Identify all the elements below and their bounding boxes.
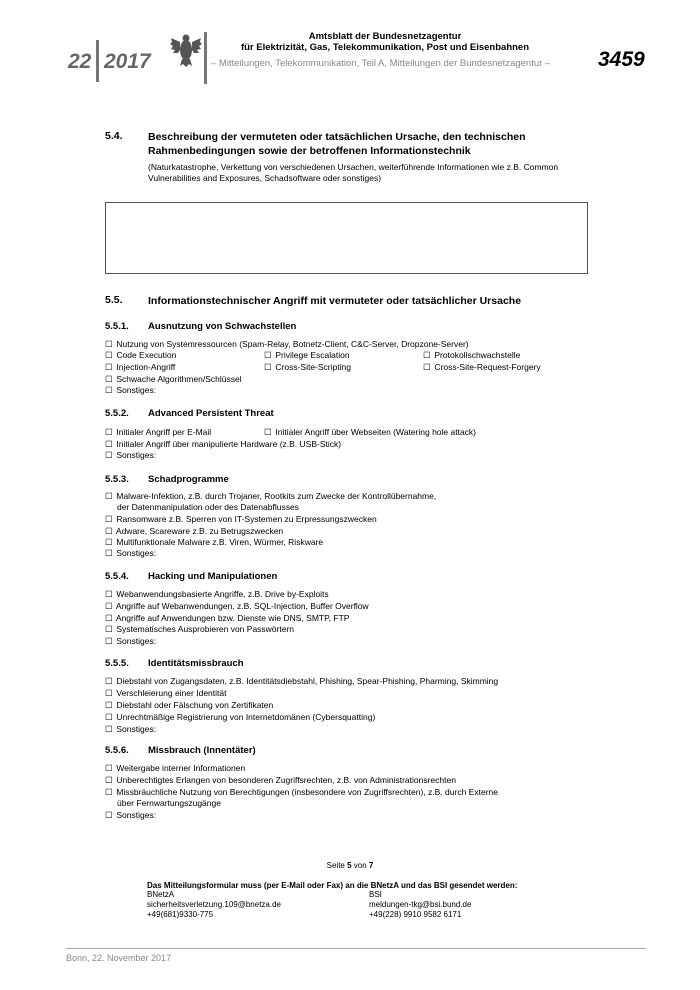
section-5-4-title: Beschreibung der vermuteten oder tatsächlichen Ursache, den technischen Rahmenbedingungen sowie der betroffenen Informationstechnik <box>148 131 526 157</box>
header-divider <box>96 40 99 82</box>
option-label: Weitergabe interner Informationen <box>116 763 246 773</box>
option-ransomware[interactable] <box>105 514 377 525</box>
option-label: Code Execution <box>116 350 177 360</box>
option-watering-hole[interactable] <box>264 427 476 438</box>
option-privilege-escalation[interactable] <box>264 350 350 361</box>
page-indicator <box>0 861 700 871</box>
option-label: Sonstiges: <box>116 636 157 646</box>
option-label: Missbräuchliche Nutzung von Berechtigungen (insbesondere von Zugriffsrechten), z.B. durch Externe <box>116 787 498 797</box>
checkbox-icon: ☐ <box>105 339 113 349</box>
option-label: Angriffe auf Webanwendungen, z.B. SQL-Injection, Buffer Overflow <box>115 601 369 611</box>
section-5-5-5-number: 5.5.5. <box>105 658 129 669</box>
option-label: Nutzung von Systemressourcen (Spam-Relay, Botnetz-Client, C&C-Server, Dropzone-Server) <box>116 339 469 349</box>
option-label: Ransomware z.B. Sperren von IT-Systemen zu Erpressungszwecken <box>116 514 377 524</box>
bsi-name: BSI <box>369 890 382 899</box>
checkbox-icon: ☐ <box>105 548 113 558</box>
section-5-5-5-title: Identitätsmissbrauch <box>148 658 244 669</box>
checkbox-icon: ☐ <box>423 350 431 360</box>
checkbox-icon: ☐ <box>264 427 272 437</box>
option-adware[interactable] <box>105 526 283 537</box>
bsi-fax: +49(228) 9910 9582 6171 <box>369 910 462 919</box>
option-label: Verschleierung einer Identität <box>116 688 227 698</box>
checkbox-icon: ☐ <box>105 724 113 734</box>
option-label: Sonstiges: <box>116 810 157 820</box>
option-label: Diebstahl oder Fälschung von Zertifikaten <box>116 700 274 710</box>
bnetza-name: BNetzA <box>147 890 175 899</box>
option-label-continued: der Datenmanipulation oder des Datenabflusses <box>117 502 299 512</box>
checkbox-icon: ☐ <box>105 775 113 785</box>
option-other-5-5-5[interactable] <box>105 724 156 735</box>
checkbox-icon: ☐ <box>105 601 113 611</box>
section-5-4-note: (Naturkatastrophe, Verkettung von verschiedenen Ursachen, weiterführende Informationen wie z.B. Common Vulnerabilities and Exposures, Schadsoftware oder sonstiges) <box>148 162 559 183</box>
option-internal-info-leak[interactable] <box>105 763 245 774</box>
bnetza-email: sicherheitsverletzung.109@bnetza.de <box>147 900 281 909</box>
current-page: 5 <box>347 861 352 870</box>
checkbox-icon: ☐ <box>105 385 113 395</box>
section-5-5-1-title: Ausnutzung von Schwachstellen <box>148 321 297 332</box>
place-date: Bonn, 22. November 2017 <box>66 953 172 963</box>
section-5-5-number: 5.5. <box>105 294 123 306</box>
gazette-subtitle: – Mitteilungen, Telekommunikation, Teil A, Mitteilungen der Bundesnetzagentur – <box>211 58 551 69</box>
checkbox-icon: ☐ <box>105 450 113 460</box>
option-protocol-vulnerability[interactable] <box>423 350 520 361</box>
checkbox-icon: ☐ <box>105 676 113 686</box>
checkbox-icon: ☐ <box>105 712 113 722</box>
page-indicator-label: Seite <box>326 861 345 870</box>
option-weak-algorithms[interactable] <box>105 374 242 385</box>
option-label: Initialer Angriff über manipulierte Hardware (z.B. USB-Stick) <box>116 439 342 449</box>
section-5-5-6-number: 5.5.6. <box>105 745 129 756</box>
option-password-bruteforce[interactable] <box>105 624 294 635</box>
checkbox-icon: ☐ <box>105 787 113 797</box>
option-label: Malware-Infektion, z.B. durch Trojaner, Rootkits zum Zwecke der Kontrollübernahme, <box>116 491 437 501</box>
section-5-5-4-title: Hacking und Manipulationen <box>148 571 278 582</box>
cause-description-field[interactable] <box>105 202 588 274</box>
option-label: Webanwendungsbasierte Angriffe, z.B. Drive by-Exploits <box>116 589 329 599</box>
checkbox-icon: ☐ <box>105 427 113 437</box>
option-permission-misuse[interactable] <box>105 787 498 809</box>
page-number: 3459 <box>598 48 645 71</box>
option-label: Angriffe auf Anwendungen bzw. Dienste wie DNS, SMTP, FTP <box>115 613 350 623</box>
option-other-5-5-1[interactable] <box>105 385 156 396</box>
section-5-5-6-title: Missbrauch (Innentäter) <box>148 745 256 756</box>
submission-notice: Das Mitteilungsformular muss (per E-Mail oder Fax) an die BNetzA und das BSI gesendet werden: <box>147 881 518 890</box>
option-label: Cross-Site-Scripting <box>275 362 351 372</box>
bnetza-fax: +49(681)9330-775 <box>147 910 214 919</box>
option-credential-theft[interactable] <box>105 676 498 687</box>
header-divider-2 <box>204 32 207 84</box>
bsi-contact <box>369 890 471 920</box>
option-privilege-abuse[interactable] <box>105 775 456 786</box>
checkbox-icon: ☐ <box>105 514 113 524</box>
option-label: Cross-Site-Request-Forgery <box>434 362 541 372</box>
checkbox-icon: ☐ <box>423 362 431 372</box>
option-label: Sonstiges: <box>116 385 157 395</box>
checkbox-icon: ☐ <box>105 439 113 449</box>
checkbox-icon: ☐ <box>105 688 113 698</box>
section-5-5-title: Informationstechnischer Angriff mit vermuteter oder tatsächlicher Ursache <box>148 295 522 307</box>
checkbox-icon: ☐ <box>105 810 113 820</box>
option-web-based-attacks[interactable] <box>105 589 329 600</box>
bnetza-contact <box>147 890 281 920</box>
option-injection[interactable] <box>105 362 175 373</box>
option-cybersquatting[interactable] <box>105 712 375 723</box>
option-certificate-theft[interactable] <box>105 700 273 711</box>
option-label: Sonstiges: <box>116 450 157 460</box>
checkbox-icon: ☐ <box>105 350 113 360</box>
section-5-5-1-number: 5.5.1. <box>105 321 129 332</box>
option-webapp-attacks[interactable] <box>105 601 369 612</box>
option-code-execution[interactable] <box>105 350 176 361</box>
checkbox-icon: ☐ <box>264 350 272 360</box>
option-identity-obfuscation[interactable] <box>105 688 226 699</box>
option-malware-infection[interactable] <box>105 491 436 513</box>
option-service-attacks[interactable] <box>105 613 349 624</box>
page-indicator-of: von <box>353 861 367 870</box>
option-label: Unrechtmäßige Registrierung von Internetdomänen (Cybersquatting) <box>116 712 376 722</box>
option-xss[interactable] <box>264 362 351 373</box>
option-label: Protokollschwachstelle <box>434 350 521 360</box>
option-label: Initialer Angriff über Webseiten (Watering hole attack) <box>275 427 477 437</box>
option-label: Unberechtigtes Erlangen von besonderen Zugriffsrechten, z.B. von Administrationsrechten <box>116 775 456 785</box>
checkbox-icon: ☐ <box>105 537 113 547</box>
option-label: Sonstiges: <box>116 548 157 558</box>
checkbox-icon: ☐ <box>105 624 113 634</box>
option-label: Sonstiges: <box>116 724 157 734</box>
checkbox-icon: ☐ <box>105 526 113 536</box>
checkbox-icon: ☐ <box>105 589 113 599</box>
checkbox-icon: ☐ <box>105 763 113 773</box>
total-pages: 7 <box>368 861 374 870</box>
option-label: Privilege Escalation <box>275 350 350 360</box>
option-other-5-5-3[interactable] <box>105 548 156 559</box>
checkbox-icon: ☐ <box>105 700 113 710</box>
section-5-5-4-number: 5.5.4. <box>105 571 129 582</box>
footer-rule <box>66 948 646 949</box>
issue-number: 22 <box>68 50 92 73</box>
federal-eagle-icon <box>170 32 202 68</box>
option-label: Injection-Angriff <box>116 362 176 372</box>
section-5-5-2-number: 5.5.2. <box>105 408 129 419</box>
gazette-title-line2: für Elektrizität, Gas, Telekommunikation, Post und Eisenbahnen <box>240 42 530 53</box>
option-label: Multifunktionale Malware z.B. Viren, Würmer, Riskware <box>116 537 324 547</box>
option-label-continued: über Fernwartungszugänge <box>117 798 221 808</box>
option-label: Adware, Scareware z.B. zu Betrugszwecken <box>115 526 284 536</box>
issue-year: 2017 <box>104 50 151 73</box>
checkbox-icon: ☐ <box>105 613 113 623</box>
checkbox-icon: ☐ <box>105 362 113 372</box>
checkbox-icon: ☐ <box>105 491 113 501</box>
section-5-5-2-title: Advanced Persistent Threat <box>148 408 274 419</box>
checkbox-icon: ☐ <box>105 636 113 646</box>
option-email-attack[interactable] <box>105 427 211 438</box>
option-csrf[interactable] <box>423 362 541 373</box>
option-label: Initialer Angriff per E-Mail <box>116 427 212 437</box>
option-hardware-attack[interactable] <box>105 439 341 450</box>
checkbox-icon: ☐ <box>264 362 272 372</box>
section-5-4-number: 5.4. <box>105 130 123 142</box>
option-system-resources[interactable] <box>105 339 469 350</box>
section-5-5-3-number: 5.5.3. <box>105 474 129 485</box>
gazette-title <box>220 31 550 53</box>
section-5-5-3-title: Schadprogramme <box>148 474 229 485</box>
option-other-5-5-4[interactable] <box>105 636 156 647</box>
bsi-email: meldungen-tkg@bsi.bund.de <box>369 900 472 909</box>
checkbox-icon: ☐ <box>105 374 113 384</box>
option-other-5-5-2[interactable] <box>105 450 156 461</box>
option-label: Schwache Algorithmen/Schlüssel <box>116 374 242 384</box>
option-label: Diebstahl von Zugangsdaten, z.B. Identitätsdiebstahl, Phishing, Spear-Phishing, Pharming, Skimming <box>116 676 499 686</box>
option-label: Systematisches Ausprobieren von Passwörtern <box>116 624 295 634</box>
gazette-title-line1: Amtsblatt der Bundesnetzagentur <box>308 31 462 42</box>
option-other-5-5-6[interactable] <box>105 810 156 821</box>
option-multifunctional-malware[interactable] <box>105 537 323 548</box>
